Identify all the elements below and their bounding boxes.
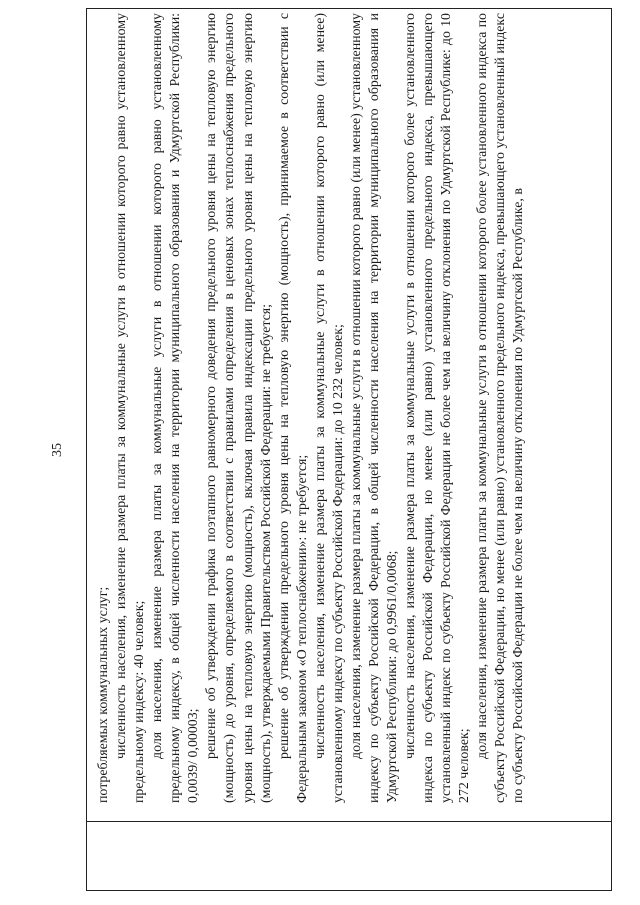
paragraph: доля населения, изменение размера платы за коммунальные услуги в отношении которого равно установленному предельному индексу, в общей численности населения на территории муниципального образования и Удмуртской Республики: 0,0039/ 0,00003; xyxy=(150,13,202,803)
paragraph: потребляемых коммунальных услуг; xyxy=(96,586,111,803)
paragraph: численность населения, изменение размера платы за коммунальные услуги в отношении которого более установленного индекса по субъекту Российской Федерации, но менее (или равно) установленного предельного индекса, превышающего установленный индекс по субъекту Российской Федерации не более чем на величину отклонения по Удмуртской Республике: до 10 272 человек; xyxy=(403,13,473,803)
column-divider xyxy=(87,821,611,822)
paragraph: решение об утверждении графика поэтапного равномерного доведения предельного уровня цены на тепловую энергию (мощность) до уровня, определяемого в соответствии с правилами определения в ценовых зонах теплоснабжения предельного уровня цены на тепловую энергию (мощность), включая правила индексации предельного уровня цены на тепловую энергию (мощность), утверждаемыми Правительством Российской Федерации: не требуется; xyxy=(204,13,274,803)
paragraph: численность населения, изменение размера платы за коммунальные услуги в отношении которого равно установленному предельному индексу: 40 человек; xyxy=(114,13,148,803)
paragraph: доля населения, изменение размера платы за коммунальные услуги в отношении которого равно (или менее) установленному индексу по субъекту Российской Федерации, в общей численности населения на территории муниципального образования и Удмуртской Республики: до 0,9961/0,0068; xyxy=(348,13,400,803)
page-number xyxy=(48,430,68,470)
paragraph: доля населения, изменение размера платы за коммунальные услуги в отношении которого более установленного индекса по субъекту Российской Федерации, но менее (или равно) установленного предельного индекса, превышающего установленный индекс по субъекту Российской Федерации не более чем на величину отклонения по Удмуртской Республике, в xyxy=(475,13,527,803)
paragraph: решение об утверждении предельного уровня цены на тепловую энергию (мощность), принимаемое в соответствии с Федеральным законом «О теплоснабжении»: не требуется; xyxy=(276,13,310,803)
document-text-column xyxy=(93,9,605,809)
page-number-text: 35 xyxy=(50,443,65,457)
rotated-text-cell xyxy=(93,9,605,809)
paragraph: численность населения, изменение размера платы за коммунальные услуги в отношении которого равно (или менее) установленному индексу по субъекту Российской Федерации: до 10 232 человек; xyxy=(312,13,346,803)
